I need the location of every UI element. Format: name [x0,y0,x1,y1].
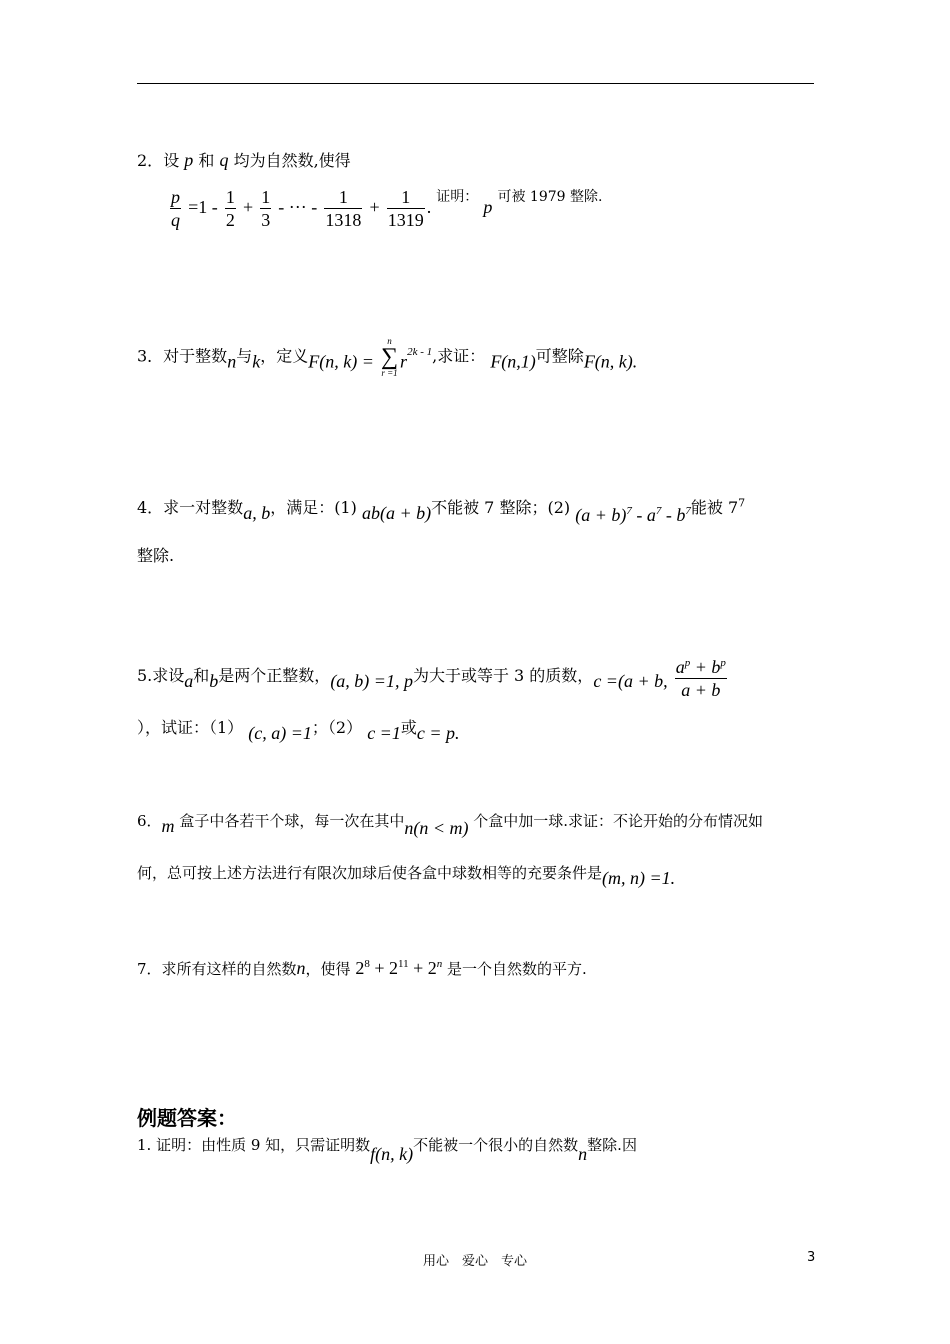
fraction: $\frac{1}{2}$ [225,187,235,230]
text: 不能被 7 整除；(2) [431,498,571,517]
text: 不能被一个很小的自然数 [413,1136,579,1154]
math-var: p [483,197,493,217]
math: f(n, k) [370,1144,414,1164]
text: ，满足：(1) [270,498,357,517]
math-var: n [296,958,306,978]
problem-4-line-2 [137,543,174,566]
math: F(n, k). [583,351,638,372]
fraction: $\frac{1}{1318}$ [325,187,362,230]
summation: n ∑ r =1 [380,336,399,378]
text: 整除. [137,546,175,565]
problem-4-line-1 [137,495,745,526]
math-var: q [219,150,229,170]
text: 和 [198,151,215,170]
fraction: $\frac{1}{1319}$ [387,187,424,230]
math: n(n < m) [404,818,469,838]
math: r [400,351,408,372]
text: 均为自然数,使得 [233,151,351,170]
math: . [426,197,432,217]
math: (m, n) =1. [602,868,676,888]
text: 为大于或等于 3 的质数， [412,666,594,685]
text: 是两个正整数， [218,666,331,685]
math: (a, b) =1, p [330,671,413,691]
text: ，使得 [305,960,351,978]
fraction: $\frac{1}{3}$ [261,187,271,230]
math: $2^8 + 2^{11} + 2^n$ [355,958,443,978]
text: 可被 1979 整除. [497,189,603,205]
math: $(a + b)^7 - a^7 - b^7$ [575,505,691,525]
problem-number: 5.求设 [137,666,185,685]
math: c =1 [367,723,401,743]
text: 可整除 [535,346,584,366]
problem-number: 3．对于整数 [137,346,228,366]
text: ），试证：（1） [137,718,244,737]
math-var: p [184,150,194,170]
math: F(n, k) = [308,351,374,372]
math-var: n [227,351,237,372]
problem-number: 6． [137,812,162,830]
problem-number: 7．求所有这样的自然数 [137,960,297,978]
math: c =(a + b, [593,671,668,691]
problem-2-line-1 [137,148,351,171]
math-var: k [252,351,261,372]
text: ；（2） [311,718,363,737]
math: + [242,197,254,217]
text: 设 [163,151,180,170]
math: =1 - [188,197,218,217]
text: 何，总可按上述方法进行有限次加球后使各盒中球数相等的充要条件是 [137,864,603,882]
math-sup: 2k - 1 [407,346,433,359]
math-var: m [161,816,175,836]
math-var: n [578,1144,588,1164]
math-var: b [209,671,219,691]
text-sup: 7 [738,496,746,510]
text: 与 [236,346,253,366]
text: 和 [193,666,210,685]
footer-motto: 用心 爱心 专心 [422,1254,527,1269]
problem-6-line-1 [137,810,763,839]
header-rule [137,83,814,84]
fraction: $\frac{p}{q}$ [171,187,180,230]
math: + [369,197,380,217]
page-number: 3 [807,1250,816,1265]
answer-1 [137,1134,637,1165]
math-var: a [184,671,194,691]
answers-heading: 例题答案： [137,1106,237,1130]
text: 能被 7 [690,498,739,517]
math: c = p. [416,723,460,743]
problem-5-line-1 [137,652,729,701]
problem-number: 2． [137,151,164,170]
text: 求证： [437,346,486,366]
text: 个盒中加一球.求证：不论开始的分布情况如 [473,812,764,830]
text: 证明： [436,189,479,205]
text: 整除.因 [587,1136,637,1154]
math: (c, a) =1 [248,723,312,743]
text: 1. 证明：由性质 9 知，只需证明数 [137,1136,371,1154]
problem-6-line-2 [137,862,675,889]
problem-7 [137,958,587,979]
text: 或 [400,718,417,737]
text: 是一个自然数的平方. [447,960,587,978]
problem-3 [137,336,637,378]
problem-number: 4．求一对整数 [137,498,244,517]
text: ，定义 [260,346,309,366]
math: - ··· - [278,197,318,217]
problem-2-equation [168,186,602,231]
problem-5-line-2 [137,715,459,744]
text: 盒子中各若干个球，每一次在其中 [179,812,405,830]
math: ab(a + b) [361,503,432,523]
math-var: a, b [243,503,271,523]
math: , [432,346,438,366]
fraction: $\frac{a^p + b^p}{a + b}$ [675,652,727,701]
math: F(n,1) [490,351,536,372]
